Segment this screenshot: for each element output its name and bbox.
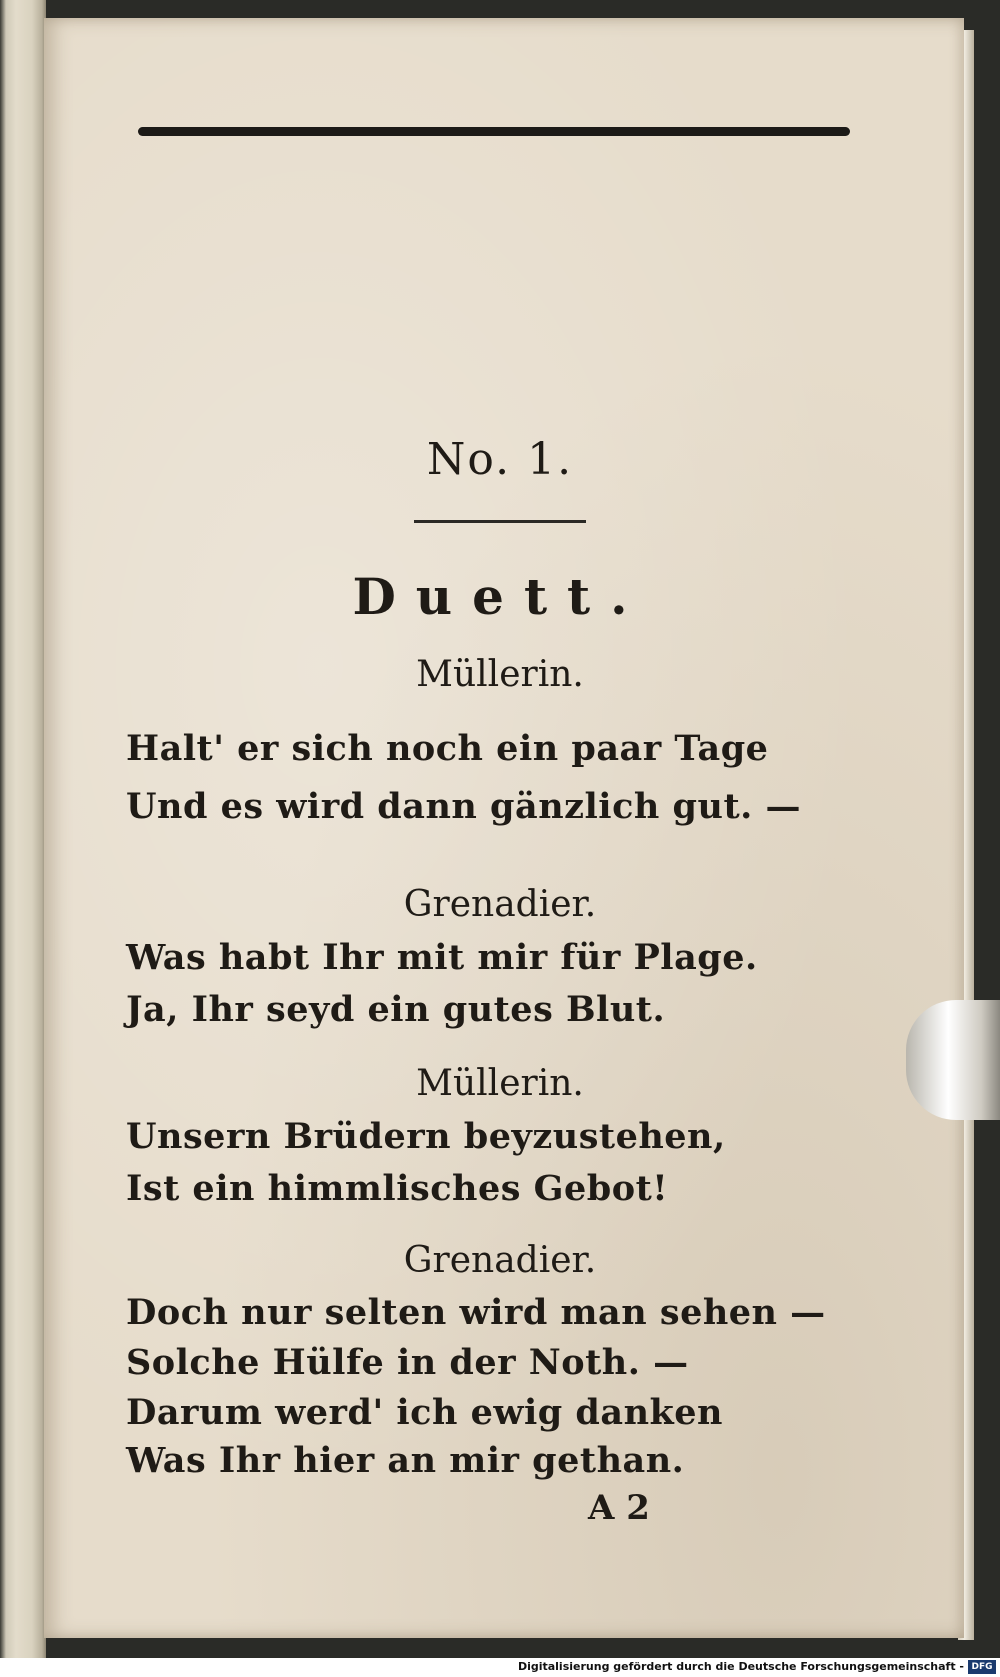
dfg-logo: DFG	[968, 1660, 996, 1674]
verse-line: Ist ein himmlisches Gebot!	[126, 1168, 669, 1209]
speaker-name: Grenadier.	[403, 884, 597, 925]
verse-line: Ja, Ihr seyd ein gutes Blut.	[126, 989, 666, 1030]
verse-line: Halt' er sich noch ein paar Tage	[126, 728, 769, 769]
verse-line: Unsern Brüdern beyzustehen,	[126, 1116, 726, 1157]
verse-line: Solche Hülfe in der Noth. —	[126, 1342, 689, 1383]
verse-line: Und es wird dann gänzlich gut. —	[126, 786, 802, 827]
verse-line: Doch nur selten wird man sehen —	[126, 1292, 826, 1333]
page-title: Duett.	[352, 567, 648, 626]
footer-credit: Digitalisierung gefördert durch die Deutsche Forschungsgemeinschaft -	[517, 1660, 964, 1673]
speaker-name: Grenadier.	[403, 1240, 597, 1281]
book-spine	[0, 0, 46, 1658]
number-heading: No. 1.	[426, 434, 574, 485]
speaker-name: Müllerin.	[416, 654, 584, 695]
speaker-name: Müllerin.	[416, 1063, 584, 1104]
signature-mark: A 2	[588, 1488, 650, 1528]
heading-rule	[414, 520, 586, 523]
verse-line: Was habt Ihr mit mir für Plage.	[126, 937, 758, 978]
verse-line: Darum werd' ich ewig danken	[126, 1392, 723, 1433]
top-rule	[138, 127, 850, 136]
verse-line: Was Ihr hier an mir gethan.	[126, 1440, 685, 1481]
